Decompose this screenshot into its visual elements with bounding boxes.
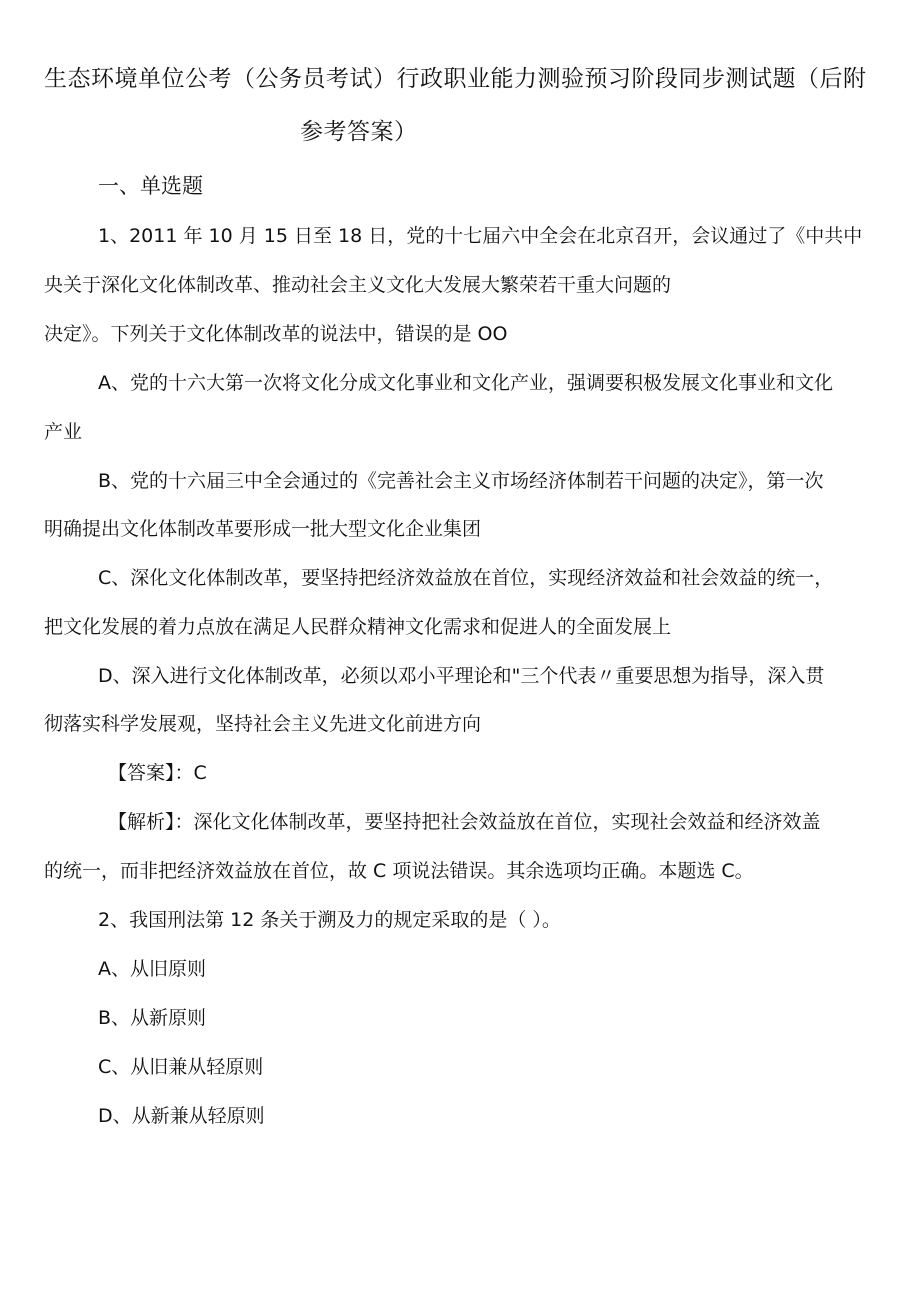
document-title-line-1: 生态环境单位公考（公务员考试）行政职业能力测验预习阶段同步测试题（后附 (44, 66, 867, 92)
question-2-option-b: B、从新原则 (98, 1007, 207, 1029)
question-2-stem: 2、我国刑法第 12 条关于溯及力的规定采取的是（ ）。 (98, 909, 561, 931)
question-1-option-d-line-2: 彻落实科学发展观，坚持社会主义先进文化前进方向 (44, 713, 482, 735)
question-2-option-d: D、从新兼从轻原则 (98, 1105, 265, 1127)
question-1-option-a-line-2: 产业 (44, 421, 83, 443)
question-1-option-a-line-1: A、党的十六大第一次将文化分成文化事业和文化产业，强调要积极发展文化事业和文化 (98, 372, 833, 394)
question-1-option-c-line-2: 把文化发展的着力点放在满足人民群众精神文化需求和促进人的全面发展上 (44, 616, 672, 638)
question-1-stem-line-1: 1、2011 年 10 月 15 日至 18 日，党的十七届六中全会在北京召开，会议通过了《中共中 (98, 225, 863, 247)
question-1-option-d-line-1: D、深入进行文化体制改革，必须以邓小平理论和"三个代表〃重要思想为指导，深入贯 (98, 665, 825, 687)
question-1-stem-line-3: 决定》。下列关于文化体制改革的说法中，错误的是 OO (44, 323, 508, 345)
question-1-option-c-line-1: C、深化文化体制改革，要坚持把经济效益放在首位，实现经济效益和社会效益的统一， (98, 567, 834, 589)
question-2-option-c: C、从旧兼从轻原则 (98, 1056, 264, 1078)
document-title-line-2: 参考答案） (300, 119, 418, 145)
question-1-option-b-line-1: B、党的十六届三中全会通过的《完善社会主义市场经济体制若干问题的决定》，第一次 (98, 470, 824, 492)
question-1-analysis-line-1: 【解析】：深化文化体制改革，要坚持把社会效益放在首位，实现社会效益和经济效盖 (108, 811, 821, 833)
question-1-option-b-line-2: 明确提出文化体制改革要形成一批大型文化企业集团 (44, 518, 482, 540)
question-1-answer: 【答案】：C (108, 762, 207, 784)
question-1-stem-line-2: 央关于深化文化体制改革、推动社会主义文化大发展大繁荣若干重大问题的 (44, 274, 672, 296)
question-2-option-a: A、从旧原则 (98, 958, 206, 980)
section-heading: 一、单选题 (98, 174, 203, 198)
question-1-analysis-line-2: 的统一，而非把经济效益放在首位，故 C 项说法错误。其余选项均正确。本题选 C。 (44, 860, 754, 882)
